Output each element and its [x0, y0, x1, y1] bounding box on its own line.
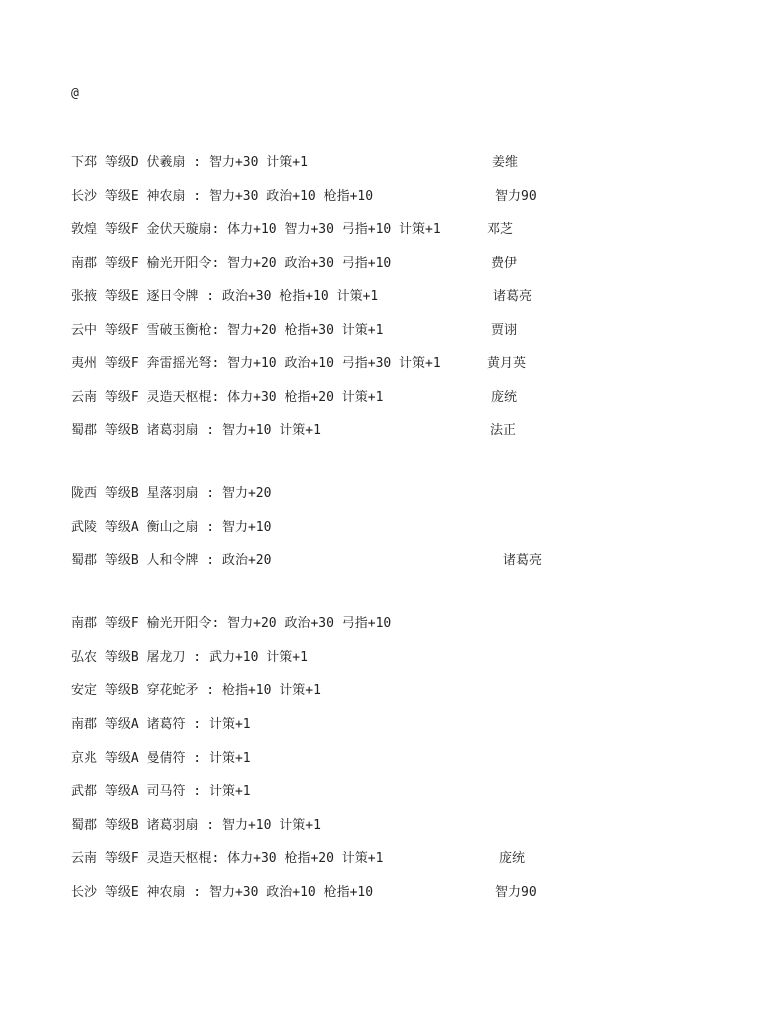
row-note: 诸葛亮	[493, 289, 533, 304]
row-note: 庞统	[499, 851, 526, 866]
header-marker: @	[71, 86, 79, 101]
row-text: 长沙 等级E 神农扇 : 智力+30 政治+10 枪指+10	[71, 885, 374, 900]
row-note: 诸葛亮	[503, 553, 543, 568]
row-note: 智力90	[495, 189, 537, 204]
row-note: 法正	[490, 423, 517, 438]
row-text: 蜀郡 等级B 人和令牌 : 政治+20	[71, 553, 272, 568]
row-note: 邓芝	[487, 222, 514, 237]
row-note: 费伊	[491, 256, 518, 271]
row-note: 姜维	[492, 155, 519, 170]
row-text: 夷州 等级F 奔雷摇光弩: 智力+10 政治+10 弓指+30 计策+1	[71, 356, 441, 371]
row-text: 蜀郡 等级B 诸葛羽扇 : 智力+10 计策+1	[71, 423, 321, 438]
row-text: 张掖 等级E 逐日令牌 : 政治+30 枪指+10 计策+1	[71, 289, 379, 304]
row-note: 贾诩	[491, 323, 518, 338]
row-text: 南郡 等级A 诸葛符 : 计策+1	[71, 717, 251, 732]
row-text: 武都 等级A 司马符 : 计策+1	[71, 784, 251, 799]
row-note: 庞统	[491, 390, 518, 405]
row-text: 下邳 等级D 伏羲扇 : 智力+30 计策+1	[71, 155, 308, 170]
row-text: 云南 等级F 灵造天枢棍: 体力+30 枪指+20 计策+1	[71, 851, 384, 866]
row-text: 长沙 等级E 神农扇 : 智力+30 政治+10 枪指+10	[71, 189, 374, 204]
row-text: 安定 等级B 穿花蛇矛 : 枪指+10 计策+1	[71, 683, 321, 698]
row-text: 敦煌 等级F 金伏天璇扇: 体力+10 智力+30 弓指+10 计策+1	[71, 222, 441, 237]
row-note: 智力90	[495, 885, 537, 900]
row-note: 黄月英	[487, 356, 527, 371]
row-text: 南郡 等级F 榆光开阳令: 智力+20 政治+30 弓指+10	[71, 256, 392, 271]
row-text: 云中 等级F 雪破玉衡枪: 智力+20 枪指+30 计策+1	[71, 323, 384, 338]
row-text: 南郡 等级F 榆光开阳令: 智力+20 政治+30 弓指+10	[71, 616, 392, 631]
row-text: 云南 等级F 灵造天枢棍: 体力+30 枪指+20 计策+1	[71, 390, 384, 405]
row-text: 蜀郡 等级B 诸葛羽扇 : 智力+10 计策+1	[71, 818, 321, 833]
row-text: 陇西 等级B 星落羽扇 : 智力+20	[71, 486, 272, 501]
row-text: 武陵 等级A 衡山之扇 : 智力+10	[71, 520, 272, 535]
row-text: 京兆 等级A 曼倩符 : 计策+1	[71, 751, 251, 766]
row-text: 弘农 等级B 屠龙刀 : 武力+10 计策+1	[71, 650, 308, 665]
